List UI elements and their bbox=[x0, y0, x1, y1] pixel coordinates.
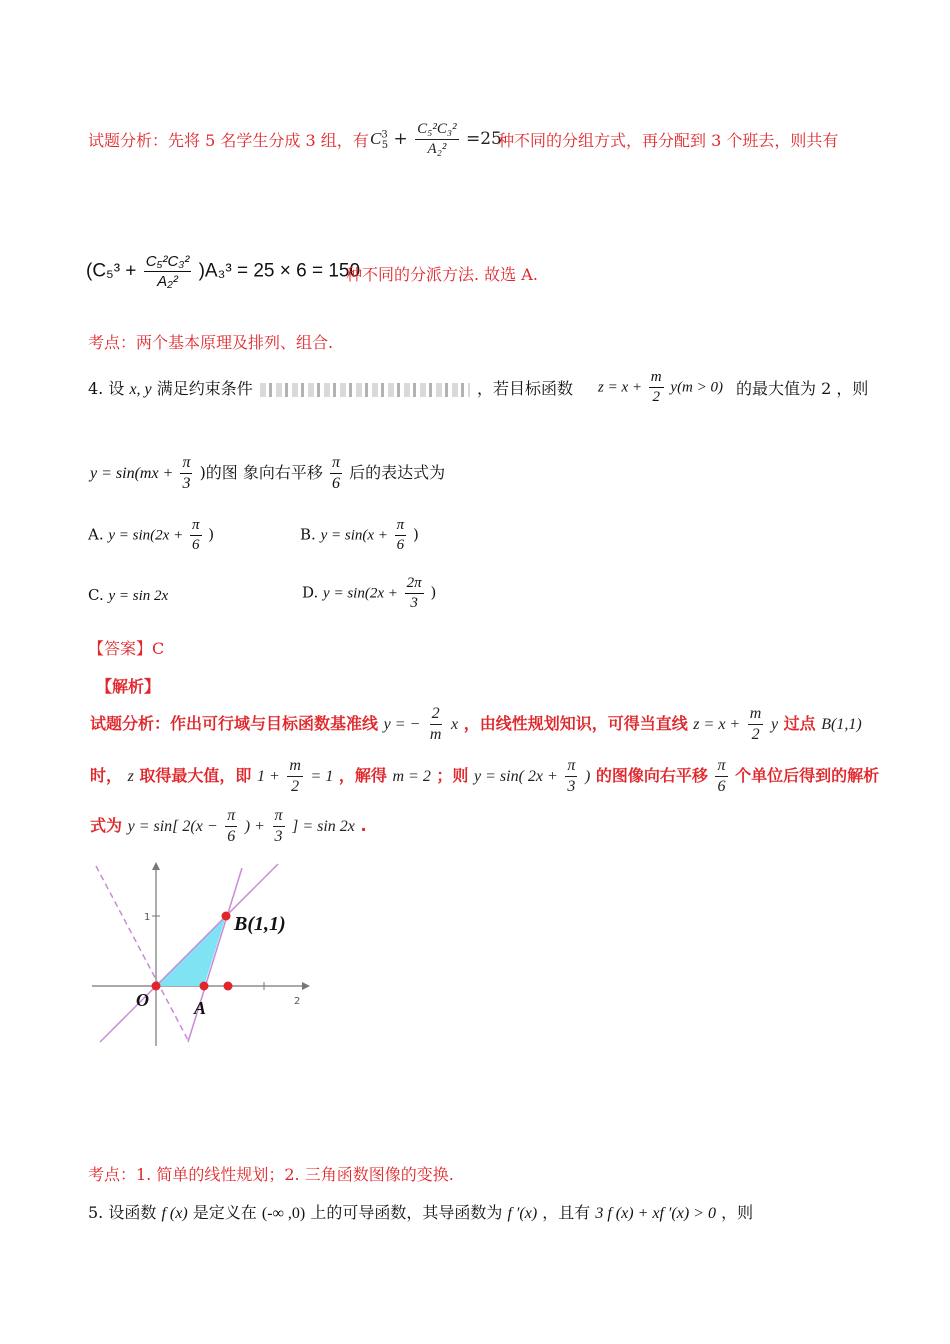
analysis-text: 试题分析：先将 5 名学生分成 3 组，有 bbox=[88, 131, 369, 150]
constraint-image bbox=[260, 383, 470, 397]
count-fraction: $\frac{\text{C₅²C₃²}}{\text{A₂²}}$ bbox=[145, 253, 190, 290]
kaodian-1: 考点：两个基本原理及排列、组合. bbox=[88, 333, 334, 352]
point-a bbox=[200, 982, 209, 991]
question-4-max: 的最大值为 2 ，则 bbox=[736, 379, 869, 398]
question-5: 5. 设函数 f (x) 是定义在 (-∞ ,0) 上的可导函数，其导函数为 f ′(x) ，且有 3 f (x) + xf ′(x) > 0 ，则 bbox=[88, 1203, 754, 1222]
point-o bbox=[152, 982, 161, 991]
feasible-region-graph bbox=[88, 860, 318, 1050]
analysis-line-a: 试题分析：作出可行域与目标函数基准线 y = − $\frac{2}{m}$ x ，由线性规划知识，可得当直线 z = x + $\frac{m}{2}$ y 过点 B(1,1) bbox=[90, 705, 862, 743]
label-a: A bbox=[194, 998, 207, 1018]
objective-function: z = x + $\frac{m}{2}$ y(m > 0) bbox=[598, 369, 724, 405]
question-4-line-1: 4. 设 x, y 满足约束条件 ，若目标函数 bbox=[88, 379, 573, 398]
point-c bbox=[224, 982, 233, 991]
option-b: B. y = sin(x + $\frac{\pi}{6}$ ) bbox=[300, 517, 419, 553]
tick-label-y1: 1 bbox=[144, 912, 151, 923]
kaodian-2: 考点：1. 简单的线性规划；2. 三角函数图像的变换. bbox=[88, 1165, 454, 1184]
formula-fraction: $\frac{\text{C₅²C₃²}}{\text{A₂²}}$ bbox=[417, 121, 457, 157]
label-b: B(1,1) bbox=[234, 913, 286, 935]
combination-formula: $C^3_5$ + $\frac{\text{C₅²C₃²}}{\text{A₂²}}$ =25 bbox=[370, 121, 502, 157]
count-conclusion: 种不同的分派方法. 故选 A. bbox=[346, 265, 538, 284]
option-c: C. y = sin 2x bbox=[88, 586, 169, 604]
line-y-equals-x bbox=[100, 864, 278, 1042]
x-axis-arrow bbox=[302, 982, 310, 990]
analysis-line-b: 时， z 取得最大值，即 1 + $\frac{m}{2}$ = 1 ，解得 m = 2 ；则 y = sin( 2x + $\frac{\pi}{3}$ ) 的图像向右平移 $\frac{\pi}{6}$ 个单位后得到的解析 bbox=[90, 757, 880, 795]
label-o: O bbox=[136, 990, 149, 1010]
y-axis-arrow bbox=[152, 862, 160, 870]
analysis-text-suffix: 种不同的分组方式，再分配到 3 个班去，则共有 bbox=[498, 131, 839, 150]
count-formula: (C₅³ + $\frac{\text{C₅²C₃²}}{\text{A₂²}}$ )A₃³ = 25 × 6 = 150 bbox=[86, 253, 361, 290]
answer: 【答案】C bbox=[88, 639, 165, 658]
baseline-dashed bbox=[96, 866, 188, 1040]
question-4-line-2: y = sin(mx + $\frac{\pi}{3}$ )的图 象向右平移 $\frac{\pi}{6}$ 后的表达式为 bbox=[90, 454, 446, 492]
analysis-line-1 bbox=[88, 128, 369, 151]
analysis-line-c: 式为 y = sin[ 2(x − $\frac{\pi}{6}$ ) + $\frac{\pi}{3}$ ] = sin 2x . bbox=[90, 807, 367, 845]
tick-label-x2: 2 bbox=[294, 996, 301, 1007]
point-b bbox=[222, 912, 231, 921]
jiexi-heading: 【解析】 bbox=[96, 677, 161, 696]
option-d: D. y = sin(2x + $\frac{2\pi}{3}$ ) bbox=[302, 575, 437, 611]
option-a: A. y = sin(2x + $\frac{\pi}{6}$ ) bbox=[88, 517, 215, 553]
